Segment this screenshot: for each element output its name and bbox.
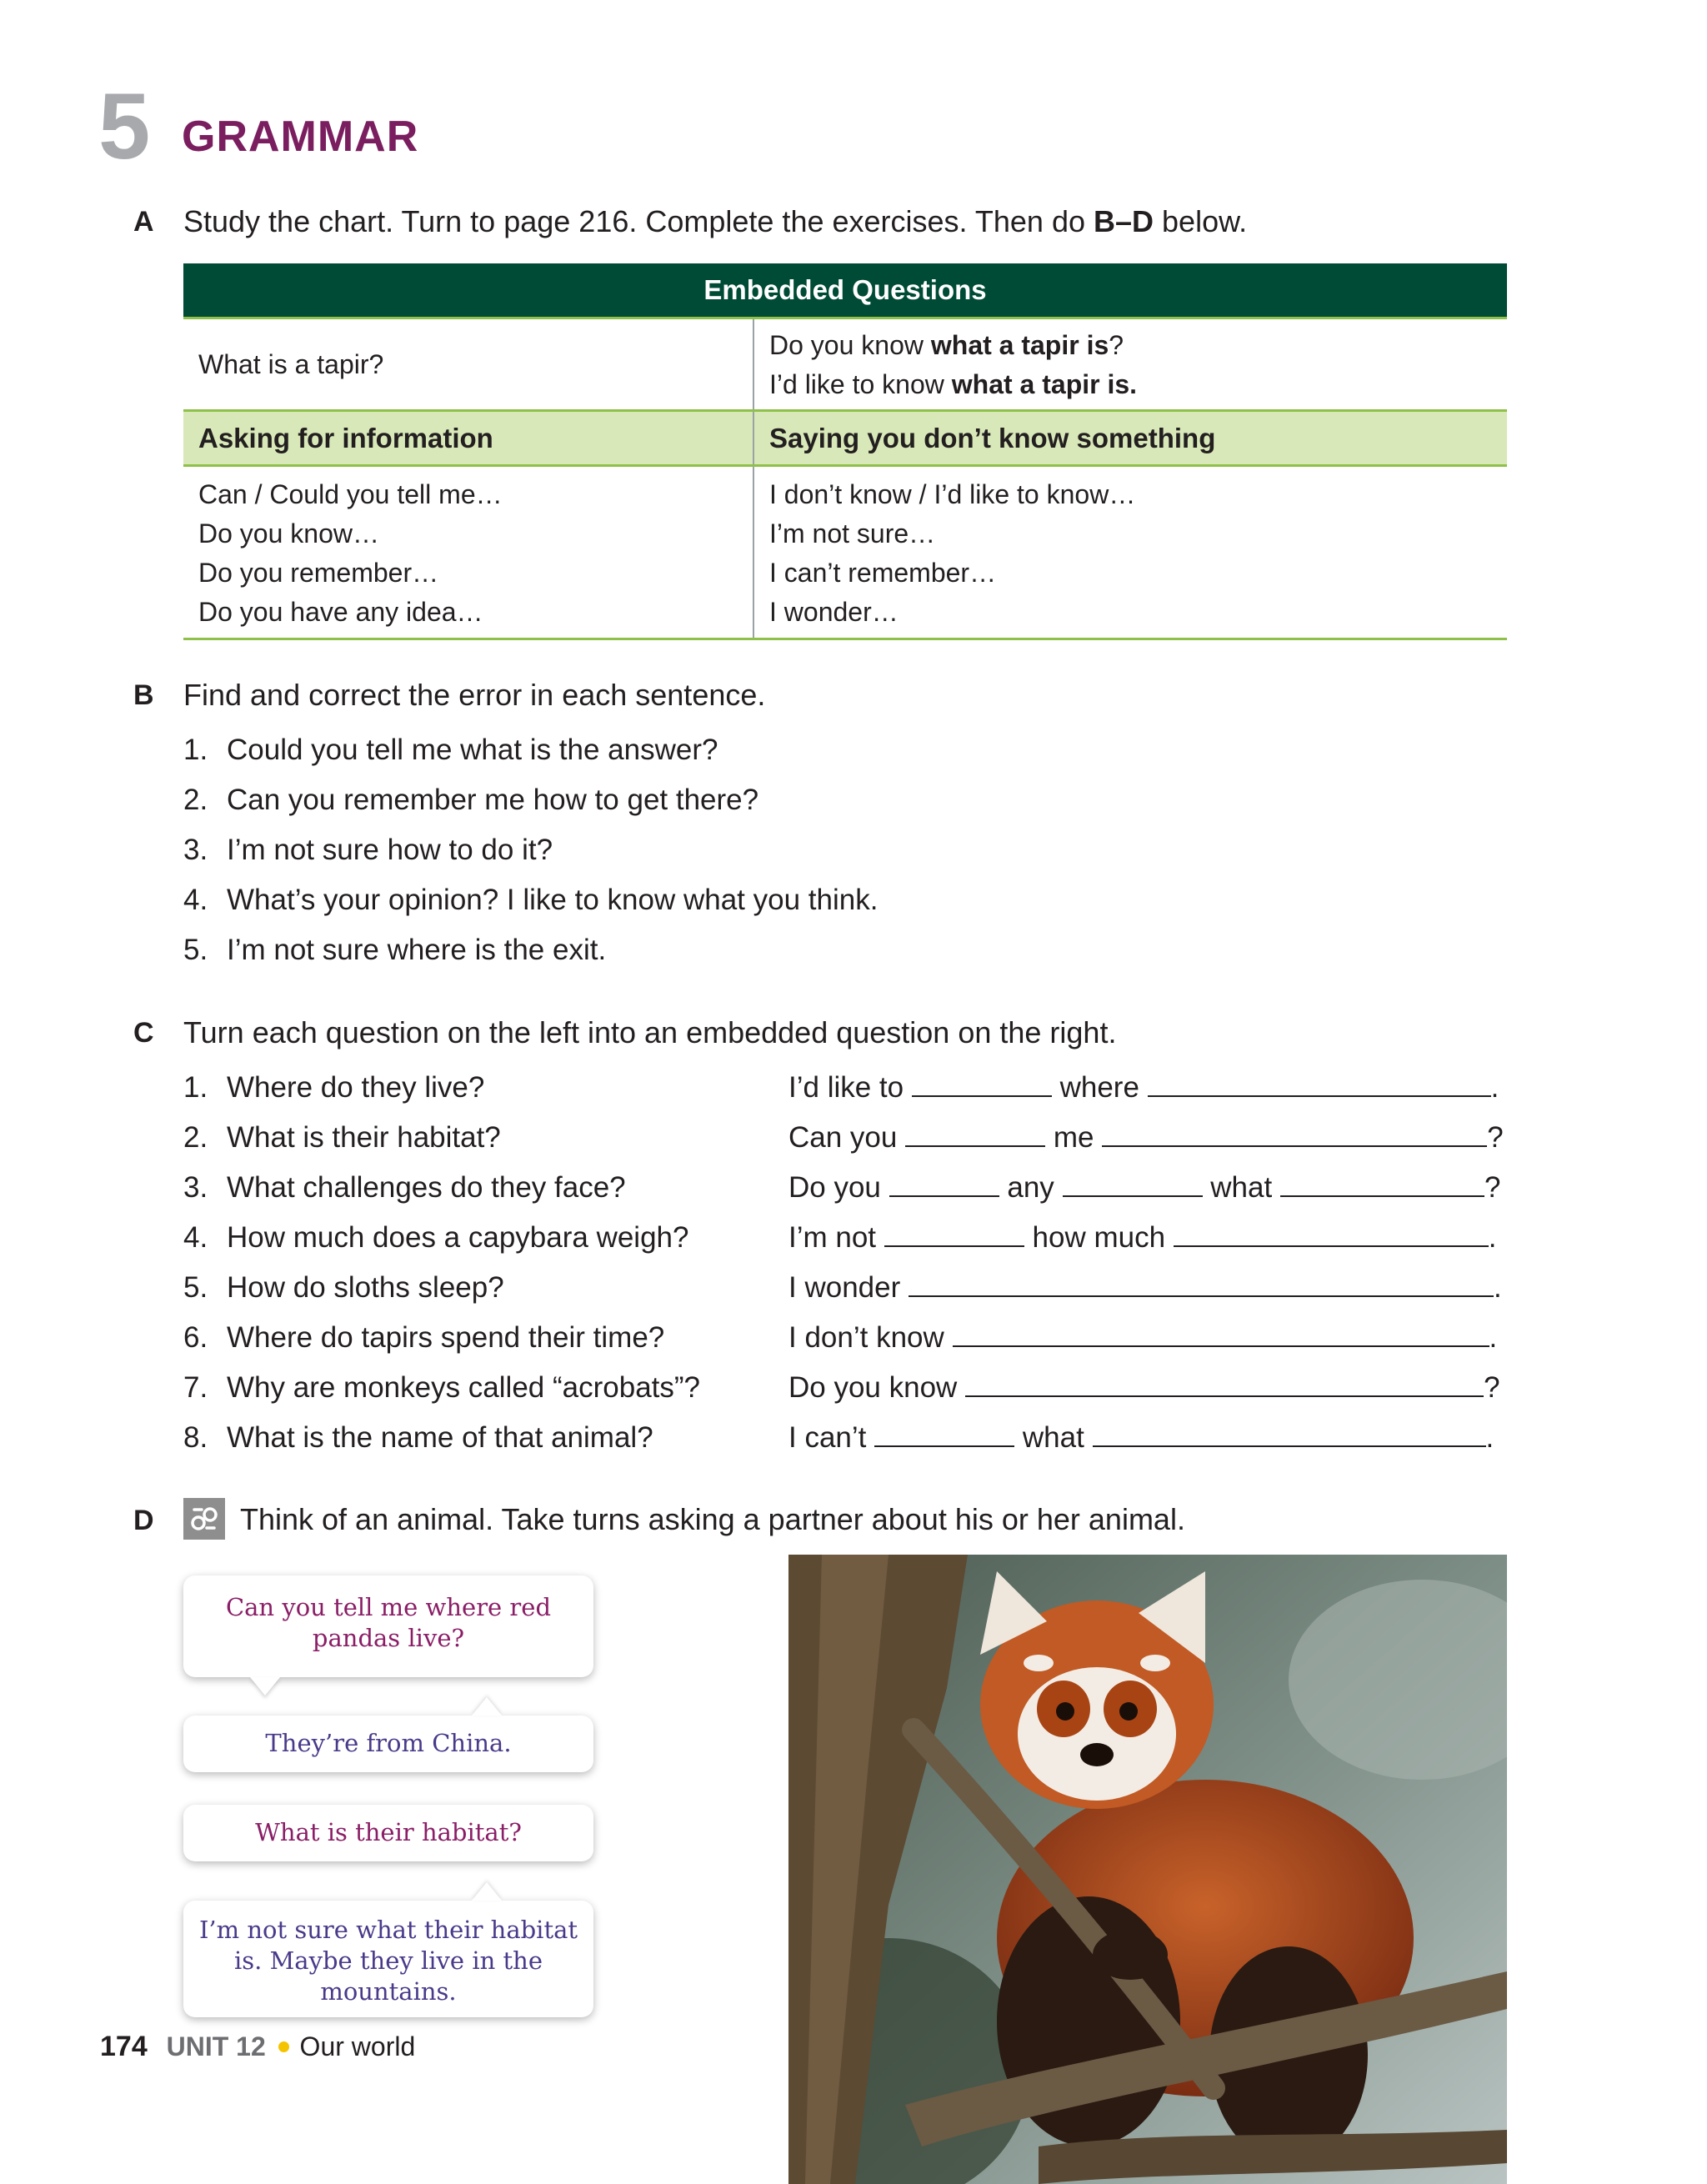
answer-prompt: what xyxy=(1210,1171,1273,1204)
chart-right-item: I’m not sure… xyxy=(769,518,936,549)
page-footer xyxy=(100,2030,415,2063)
answer-punct: . xyxy=(1489,1321,1498,1354)
speech-bubble-answer-1: They’re from China. xyxy=(183,1716,593,1772)
list-item xyxy=(183,932,878,982)
chart-example-row xyxy=(183,319,1507,412)
question-text: Where do they live? xyxy=(227,1071,485,1104)
pair-work-icon-glyph xyxy=(183,1498,225,1540)
item-number: 4. xyxy=(183,884,208,916)
unit-label: UNIT 12 xyxy=(166,2031,266,2061)
exercise-b-instruction: Find and correct the error in each sentence. xyxy=(183,678,766,712)
section-title: GRAMMAR xyxy=(182,113,419,161)
question-text: How much does a capybara weigh? xyxy=(227,1221,689,1254)
answer-prompt: what xyxy=(1022,1421,1084,1454)
chart-example-1 xyxy=(769,326,1507,365)
item-text: Can you remember me how to get there? xyxy=(227,784,759,816)
list-item xyxy=(183,732,878,782)
answer-line xyxy=(788,1320,1507,1370)
speech-bubble-question-2: What is their habitat? xyxy=(183,1805,593,1861)
answer-line xyxy=(788,1270,1507,1320)
chart-right-phrases xyxy=(754,467,1507,638)
exercise-a-text: Study the chart. Turn to page 216. Complete the exercises. Then do xyxy=(183,204,1094,238)
answer-blank[interactable] xyxy=(874,1420,1014,1447)
item-number: 8. xyxy=(183,1421,208,1454)
bullet-icon xyxy=(278,2041,289,2052)
item-text: I’m not sure where is the exit. xyxy=(227,934,607,966)
answer-blank[interactable] xyxy=(1102,1120,1487,1147)
answer-line xyxy=(788,1370,1507,1420)
answer-prompt: me xyxy=(1053,1121,1094,1154)
answer-blank[interactable] xyxy=(889,1170,999,1197)
exercise-a-letter: A xyxy=(133,206,154,238)
exercise-c-questions xyxy=(183,1069,700,1470)
chart-left-item: Can / Could you tell me… xyxy=(198,479,503,509)
item-number: 7. xyxy=(183,1371,208,1404)
chart-example-question: What is a tapir? xyxy=(183,319,754,409)
question-text: What is the name of that animal? xyxy=(227,1421,653,1454)
answer-line xyxy=(788,1220,1507,1270)
item-number: 1. xyxy=(183,734,208,766)
answer-punct: . xyxy=(1488,1221,1497,1254)
question-item xyxy=(183,1170,700,1220)
exercise-b-letter: B xyxy=(133,679,154,711)
chart-example-2-pre: I’d like to know xyxy=(769,369,952,399)
item-text: I’m not sure how to do it? xyxy=(227,834,553,866)
chart-example-1-post: ? xyxy=(1109,330,1124,360)
question-item xyxy=(183,1320,700,1370)
question-text: Why are monkeys called “acrobats”? xyxy=(227,1371,700,1404)
item-number: 2. xyxy=(183,1121,208,1154)
question-text: What is their habitat? xyxy=(227,1121,501,1154)
answer-punct: . xyxy=(1490,1071,1499,1104)
chart-left-item: Do you know… xyxy=(198,518,379,549)
answer-punct: . xyxy=(1493,1271,1502,1304)
question-text: How do sloths sleep? xyxy=(227,1271,504,1304)
list-item xyxy=(183,832,878,882)
item-number: 2. xyxy=(183,784,208,816)
item-text: What’s your opinion? I like to know what you think. xyxy=(227,884,879,916)
answer-blank[interactable] xyxy=(953,1320,1489,1347)
chart-phrases-row xyxy=(183,467,1507,640)
answer-blank[interactable] xyxy=(965,1370,1484,1397)
answer-prompt: Can you xyxy=(788,1121,898,1154)
answer-line xyxy=(788,1120,1507,1170)
red-panda-photo xyxy=(788,1555,1507,2184)
chart-example-answers xyxy=(754,319,1507,409)
question-item xyxy=(183,1370,700,1420)
chart-title: Embedded Questions xyxy=(183,263,1507,319)
exercise-a-instruction xyxy=(183,203,1247,240)
item-number: 3. xyxy=(183,1171,208,1204)
item-number: 5. xyxy=(183,934,208,966)
answer-blank[interactable] xyxy=(1093,1420,1486,1447)
exercise-a-after: below. xyxy=(1154,204,1248,238)
exercise-c-letter: C xyxy=(133,1017,154,1049)
answer-blank[interactable] xyxy=(905,1120,1045,1147)
answer-blank[interactable] xyxy=(909,1270,1494,1297)
chart-right-header: Saying you don’t know something xyxy=(769,423,1216,453)
section-number: 5 xyxy=(98,74,149,178)
answer-punct: ? xyxy=(1487,1121,1504,1154)
chart-example-2-bold: what a tapir is. xyxy=(951,369,1138,399)
question-item xyxy=(183,1420,700,1470)
chart-left-header: Asking for information xyxy=(183,412,754,464)
answer-prompt: I’d like to xyxy=(788,1071,904,1104)
answer-blank[interactable] xyxy=(912,1070,1052,1097)
answer-prompt: Do you xyxy=(788,1171,881,1204)
item-number: 1. xyxy=(183,1071,208,1104)
answer-blank[interactable] xyxy=(884,1220,1024,1247)
item-number: 5. xyxy=(183,1271,208,1304)
question-text: What challenges do they face? xyxy=(227,1171,626,1204)
answer-line xyxy=(788,1069,1507,1120)
answer-blank[interactable] xyxy=(1063,1170,1203,1197)
chart-example-1-bold: what a tapir is xyxy=(930,330,1109,360)
exercise-d-letter: D xyxy=(133,1505,154,1536)
answer-prompt: I’m not xyxy=(788,1221,877,1254)
chart-right-item: I can’t remember… xyxy=(769,558,997,588)
question-item xyxy=(183,1069,700,1120)
chart-example-1-pre: Do you know xyxy=(769,330,931,360)
item-number: 3. xyxy=(183,834,208,866)
answer-punct: ? xyxy=(1484,1171,1501,1204)
answer-prompt: any xyxy=(1007,1171,1054,1204)
exercise-b-list xyxy=(183,732,878,982)
answer-blank[interactable] xyxy=(1280,1170,1484,1197)
answer-prompt: Do you know xyxy=(788,1371,958,1404)
exercise-c-instruction: Turn each question on the left into an embedded question on the right. xyxy=(183,1015,1117,1049)
item-number: 6. xyxy=(183,1321,208,1354)
pair-work-icon xyxy=(183,1498,225,1540)
chart-left-phrases xyxy=(183,467,754,638)
red-panda-illustration xyxy=(788,1555,1507,2184)
answer-prompt: how much xyxy=(1032,1221,1166,1254)
answer-blank[interactable] xyxy=(1174,1220,1489,1247)
page-number: 174 xyxy=(100,2031,148,2062)
exercise-c-answers xyxy=(788,1069,1507,1470)
unit-title: Our world xyxy=(299,2031,416,2061)
answer-line xyxy=(788,1170,1507,1220)
chart-right-item: I don’t know / I’d like to know… xyxy=(769,479,1136,509)
speech-bubble-answer-2: I’m not sure what their habitat is. Maybe they live in the mountains. xyxy=(183,1901,593,2017)
answer-prompt: I can’t xyxy=(788,1421,867,1454)
embedded-questions-chart xyxy=(183,263,1507,640)
chart-left-item: Do you remember… xyxy=(198,558,439,588)
speech-bubble-question-1: Can you tell me where red pandas live? xyxy=(183,1575,593,1677)
question-item xyxy=(183,1220,700,1270)
exercise-a-bold: B–D xyxy=(1094,204,1154,238)
chart-left-item: Do you have any idea… xyxy=(198,597,483,627)
item-text: Could you tell me what is the answer? xyxy=(227,734,718,766)
question-item xyxy=(183,1120,700,1170)
chart-header-row xyxy=(183,412,1507,467)
answer-prompt: I wonder xyxy=(788,1271,901,1304)
question-text: Where do tapirs spend their time? xyxy=(227,1321,665,1354)
answer-line xyxy=(788,1420,1507,1470)
answer-blank[interactable] xyxy=(1148,1070,1491,1097)
answer-prompt: where xyxy=(1059,1071,1139,1104)
list-item xyxy=(183,782,878,832)
answer-punct: . xyxy=(1485,1421,1494,1454)
answer-prompt: I don’t know xyxy=(788,1321,944,1354)
item-number: 4. xyxy=(183,1221,208,1254)
chart-right-item: I wonder… xyxy=(769,597,899,627)
exercise-d-instruction: Think of an animal. Take turns asking a partner about his or her animal. xyxy=(240,1502,1185,1536)
answer-punct: ? xyxy=(1484,1371,1500,1404)
question-item xyxy=(183,1270,700,1320)
list-item xyxy=(183,882,878,932)
chart-example-2 xyxy=(769,365,1507,404)
